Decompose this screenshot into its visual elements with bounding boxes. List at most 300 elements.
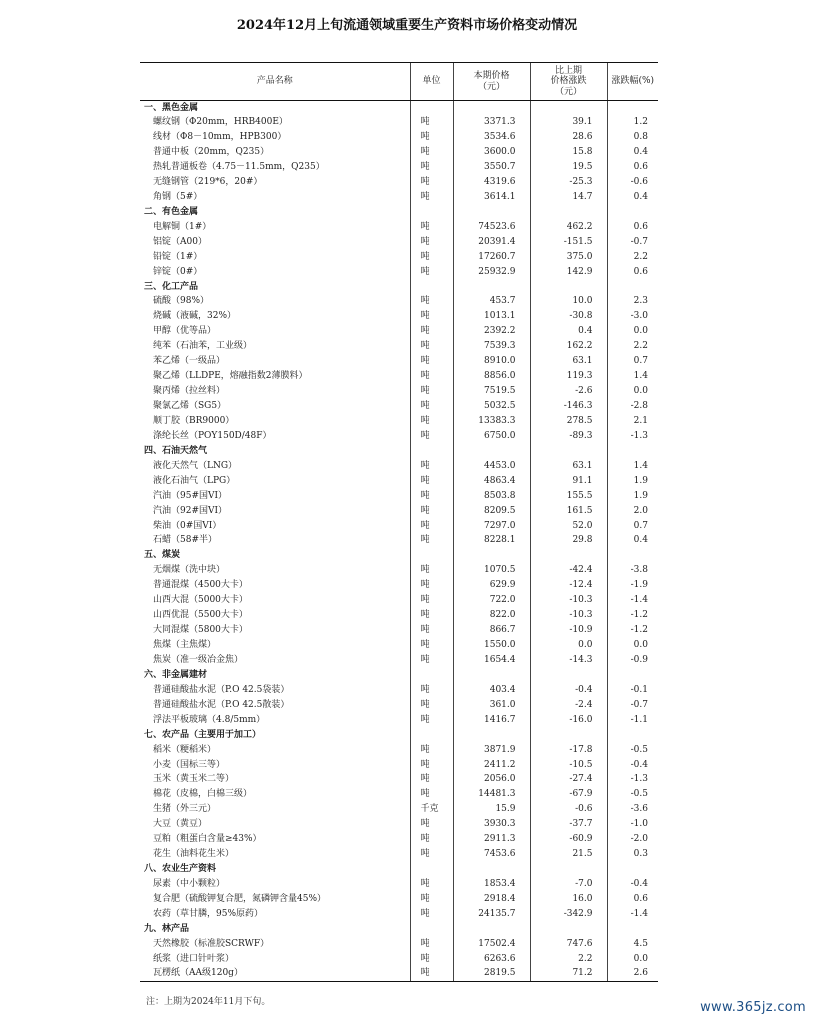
price-change: -37.7 [530, 818, 607, 833]
current-price: 4863.4 [453, 474, 530, 489]
unit-cell: 吨 [410, 340, 453, 355]
product-name: 铅锭（1#） [153, 251, 203, 262]
unit-cell: 吨 [410, 623, 453, 638]
category-label: 三、化工产品 [144, 281, 199, 292]
change-percent: 1.2 [607, 115, 658, 130]
unit-cell: 吨 [410, 698, 453, 713]
product-name: 锌锭（0#） [153, 266, 203, 277]
change-percent: 0.0 [607, 325, 658, 340]
unit-cell: 吨 [410, 399, 453, 414]
header-change-percent: 涨跌幅(%) [607, 63, 658, 101]
price-change: 52.0 [530, 519, 607, 534]
current-price: 3930.3 [453, 818, 530, 833]
table-row [140, 145, 658, 160]
current-price: 453.7 [453, 295, 530, 310]
current-price: 403.4 [453, 683, 530, 698]
table-row [140, 653, 658, 668]
price-change: -342.9 [530, 907, 607, 922]
category-row [140, 862, 658, 877]
table-row [140, 803, 658, 818]
change-percent: 0.6 [607, 220, 658, 235]
table-row [140, 340, 658, 355]
price-change: 0.4 [530, 325, 607, 340]
unit-cell: 吨 [410, 773, 453, 788]
product-name: 山西大混（5000大卡） [153, 595, 248, 606]
table-row [140, 698, 658, 713]
change-percent: -3.0 [607, 310, 658, 325]
current-price: 17502.4 [453, 937, 530, 952]
current-price: 3534.6 [453, 130, 530, 145]
category-empty-cell [607, 444, 658, 459]
change-percent: 1.9 [607, 489, 658, 504]
change-percent: -3.8 [607, 564, 658, 579]
category-label: 四、石油天然气 [144, 445, 208, 456]
category-empty-cell [410, 205, 453, 220]
current-price: 2392.2 [453, 325, 530, 340]
change-percent: -3.6 [607, 803, 658, 818]
category-empty-cell [410, 728, 453, 743]
price-change: -0.6 [530, 803, 607, 818]
price-change: 15.8 [530, 145, 607, 160]
category-label: 一、黑色金属 [144, 102, 199, 113]
current-price: 2819.5 [453, 967, 530, 982]
product-name: 普通混煤（4500大卡） [153, 580, 248, 591]
current-price: 2918.4 [453, 892, 530, 907]
current-price: 25932.9 [453, 265, 530, 280]
table-row [140, 937, 658, 952]
category-empty-cell [410, 280, 453, 295]
table-row [140, 160, 658, 175]
category-empty-cell [410, 101, 453, 116]
product-name: 焦炭（准一级冶金焦） [153, 654, 244, 665]
unit-cell: 吨 [410, 713, 453, 728]
table-row [140, 399, 658, 414]
header-unit: 单位 [410, 63, 453, 101]
table-row [140, 818, 658, 833]
product-name: 天然橡胶（标准胶SCRWF） [153, 938, 270, 949]
category-label: 九、林产品 [144, 923, 190, 934]
current-price: 1550.0 [453, 638, 530, 653]
current-price: 6750.0 [453, 429, 530, 444]
unit-cell: 吨 [410, 937, 453, 952]
table-row [140, 220, 658, 235]
price-change: 10.0 [530, 295, 607, 310]
unit-cell: 吨 [410, 175, 453, 190]
category-empty-cell [607, 280, 658, 295]
product-name: 液化石油气（LPG） [153, 475, 236, 486]
category-empty-cell [410, 668, 453, 683]
current-price: 1853.4 [453, 877, 530, 892]
current-price: 6263.6 [453, 952, 530, 967]
table-row [140, 459, 658, 474]
change-percent: 0.6 [607, 265, 658, 280]
change-percent: -0.7 [607, 235, 658, 250]
category-empty-cell [453, 280, 530, 295]
category-empty-cell [453, 205, 530, 220]
table-row [140, 638, 658, 653]
current-price: 8910.0 [453, 354, 530, 369]
category-empty-cell [607, 862, 658, 877]
unit-cell: 吨 [410, 743, 453, 758]
price-change: 375.0 [530, 250, 607, 265]
change-percent: 1.9 [607, 474, 658, 489]
change-percent: 0.0 [607, 638, 658, 653]
unit-cell: 吨 [410, 250, 453, 265]
change-percent: 0.3 [607, 847, 658, 862]
category-label: 八、农业生产资料 [144, 864, 217, 875]
change-percent: 2.0 [607, 504, 658, 519]
change-percent: -0.1 [607, 683, 658, 698]
unit-cell: 千克 [410, 803, 453, 818]
unit-cell: 吨 [410, 220, 453, 235]
current-price: 3614.1 [453, 190, 530, 205]
current-price: 24135.7 [453, 907, 530, 922]
unit-cell: 吨 [410, 235, 453, 250]
unit-cell: 吨 [410, 369, 453, 384]
product-name: 汽油（95#国VI） [153, 490, 228, 501]
price-change: -146.3 [530, 399, 607, 414]
product-name: 烧碱（液碱，32%） [153, 311, 237, 322]
current-price: 1013.1 [453, 310, 530, 325]
change-percent: -1.1 [607, 713, 658, 728]
category-row [140, 668, 658, 683]
table-row [140, 310, 658, 325]
table-row [140, 832, 658, 847]
product-name: 无烟煤（洗中块） [153, 565, 226, 576]
category-empty-cell [607, 205, 658, 220]
category-label: 二、有色金属 [144, 206, 199, 217]
category-empty-cell [453, 728, 530, 743]
unit-cell: 吨 [410, 130, 453, 145]
price-change: 14.7 [530, 190, 607, 205]
change-percent: 0.7 [607, 519, 658, 534]
category-empty-cell [607, 101, 658, 116]
price-change: 91.1 [530, 474, 607, 489]
table-row [140, 907, 658, 922]
table-row [140, 788, 658, 803]
price-change: -10.3 [530, 593, 607, 608]
current-price: 7519.5 [453, 384, 530, 399]
current-price: 4453.0 [453, 459, 530, 474]
price-change: 28.6 [530, 130, 607, 145]
current-price: 13383.3 [453, 414, 530, 429]
product-name: 花生（油料花生米） [153, 849, 235, 860]
product-name: 玉米（黄玉米二等） [153, 774, 235, 785]
price-change: 19.5 [530, 160, 607, 175]
product-name: 热轧普通板卷（4.75－11.5mm，Q235） [153, 162, 325, 172]
change-percent: 0.6 [607, 892, 658, 907]
change-percent: -2.8 [607, 399, 658, 414]
change-percent: 0.6 [607, 160, 658, 175]
unit-cell: 吨 [410, 564, 453, 579]
price-change: 119.3 [530, 369, 607, 384]
current-price: 1070.5 [453, 564, 530, 579]
category-empty-cell [530, 668, 607, 683]
table-row [140, 683, 658, 698]
table-row [140, 504, 658, 519]
table-row [140, 773, 658, 788]
category-row [140, 280, 658, 295]
category-empty-cell [530, 862, 607, 877]
change-percent: -0.9 [607, 653, 658, 668]
product-name: 角钢（5#） [153, 191, 203, 202]
price-change: -10.5 [530, 758, 607, 773]
category-empty-cell [410, 862, 453, 877]
current-price: 629.9 [453, 579, 530, 594]
table-row [140, 354, 658, 369]
table-row [140, 623, 658, 638]
product-name: 复合肥（硫酸钾复合肥，氮磷钾含量45%） [153, 893, 327, 904]
price-change: 16.0 [530, 892, 607, 907]
change-percent: 1.4 [607, 369, 658, 384]
product-name: 普通中板（20mm，Q235） [153, 147, 270, 158]
table-body [140, 101, 658, 982]
current-price: 8209.5 [453, 504, 530, 519]
unit-cell: 吨 [410, 414, 453, 429]
unit-cell: 吨 [410, 967, 453, 982]
unit-cell: 吨 [410, 429, 453, 444]
unit-cell: 吨 [410, 384, 453, 399]
price-change: 39.1 [530, 115, 607, 130]
change-percent: -1.4 [607, 907, 658, 922]
change-percent: 2.6 [607, 967, 658, 982]
product-name: 聚乙烯（LLDPE，熔融指数2薄膜料） [153, 371, 308, 382]
unit-cell: 吨 [410, 459, 453, 474]
unit-cell: 吨 [410, 892, 453, 907]
price-change: -14.3 [530, 653, 607, 668]
current-price: 3371.3 [453, 115, 530, 130]
unit-cell: 吨 [410, 265, 453, 280]
category-empty-cell [453, 101, 530, 116]
product-name: 农药（草甘膦，95%原药） [153, 908, 264, 919]
table-row [140, 265, 658, 280]
product-name: 甲醇（优等品） [153, 326, 217, 337]
change-percent: -2.0 [607, 832, 658, 847]
price-change: -10.9 [530, 623, 607, 638]
price-change: 155.5 [530, 489, 607, 504]
product-name: 石蜡（58#半） [153, 535, 217, 546]
category-empty-cell [453, 862, 530, 877]
current-price: 2911.3 [453, 832, 530, 847]
change-percent: 0.0 [607, 952, 658, 967]
price-change: -151.5 [530, 235, 607, 250]
current-price: 2411.2 [453, 758, 530, 773]
unit-cell: 吨 [410, 190, 453, 205]
unit-cell: 吨 [410, 115, 453, 130]
price-change: -0.4 [530, 683, 607, 698]
category-empty-cell [530, 728, 607, 743]
table-row [140, 743, 658, 758]
unit-cell: 吨 [410, 653, 453, 668]
table-row [140, 384, 658, 399]
change-percent: 4.5 [607, 937, 658, 952]
product-name: 纸浆（进口针叶浆） [153, 953, 235, 964]
header-price-change [530, 63, 607, 101]
product-name: 大同混煤（5800大卡） [153, 625, 248, 636]
unit-cell: 吨 [410, 474, 453, 489]
price-change: 63.1 [530, 459, 607, 474]
product-name: 稻米（粳稻米） [153, 744, 217, 755]
change-percent: 2.3 [607, 295, 658, 310]
category-row [140, 922, 658, 937]
table-row [140, 235, 658, 250]
category-empty-cell [530, 280, 607, 295]
category-label: 五、煤炭 [144, 550, 181, 561]
header-price-change-label: 比上期 价格涨跌 （元） [550, 65, 587, 97]
current-price: 7297.0 [453, 519, 530, 534]
unit-cell: 吨 [410, 310, 453, 325]
product-name: 柴油（0#国VI） [153, 520, 222, 531]
category-empty-cell [530, 205, 607, 220]
table-row [140, 295, 658, 310]
product-name: 聚丙烯（拉丝料） [153, 386, 226, 397]
table-row [140, 369, 658, 384]
table-row [140, 175, 658, 190]
category-empty-cell [453, 444, 530, 459]
price-change: -2.4 [530, 698, 607, 713]
footnote: 注：上期为2024年11月下旬。 [146, 997, 271, 1007]
price-change: 161.5 [530, 504, 607, 519]
header-product-name: 产品名称 [140, 63, 410, 101]
current-price: 866.7 [453, 623, 530, 638]
change-percent: -0.4 [607, 758, 658, 773]
product-name: 普通硅酸盐水泥（P.O 42.5袋装） [153, 684, 290, 695]
change-percent: -1.4 [607, 593, 658, 608]
table-row [140, 892, 658, 907]
table-row [140, 534, 658, 549]
unit-cell: 吨 [410, 519, 453, 534]
change-percent: -0.6 [607, 175, 658, 190]
product-name: 铝锭（A00） [153, 236, 207, 247]
price-change: 21.5 [530, 847, 607, 862]
product-name: 尿素（中小颗粒） [153, 879, 226, 889]
price-change: -42.4 [530, 564, 607, 579]
price-change: -17.8 [530, 743, 607, 758]
product-name: 普通硅酸盐水泥（P.O 42.5散装） [153, 699, 290, 710]
unit-cell: 吨 [410, 295, 453, 310]
unit-cell: 吨 [410, 608, 453, 623]
category-row [140, 101, 658, 116]
unit-cell: 吨 [410, 579, 453, 594]
table-row [140, 758, 658, 773]
product-name: 纯苯（石油苯，工业级） [153, 341, 253, 352]
table-row [140, 847, 658, 862]
unit-cell: 吨 [410, 952, 453, 967]
category-empty-cell [453, 922, 530, 937]
table-row [140, 474, 658, 489]
current-price: 20391.4 [453, 235, 530, 250]
change-percent: 2.1 [607, 414, 658, 429]
table-row [140, 250, 658, 265]
unit-cell: 吨 [410, 534, 453, 549]
price-change: 162.2 [530, 340, 607, 355]
price-change: 29.8 [530, 534, 607, 549]
current-price: 3600.0 [453, 145, 530, 160]
table-row [140, 593, 658, 608]
price-change: -2.6 [530, 384, 607, 399]
product-name: 硫酸（98%） [153, 296, 210, 307]
table-row [140, 952, 658, 967]
price-change: -7.0 [530, 877, 607, 892]
unit-cell: 吨 [410, 593, 453, 608]
change-percent: -1.3 [607, 773, 658, 788]
current-price: 17260.7 [453, 250, 530, 265]
category-row [140, 549, 658, 564]
unit-cell: 吨 [410, 160, 453, 175]
price-change: -25.3 [530, 175, 607, 190]
price-change: 462.2 [530, 220, 607, 235]
category-empty-cell [453, 549, 530, 564]
change-percent: -0.7 [607, 698, 658, 713]
price-change: -89.3 [530, 429, 607, 444]
unit-cell: 吨 [410, 758, 453, 773]
current-price: 7539.3 [453, 340, 530, 355]
table-row [140, 130, 658, 145]
price-change: 63.1 [530, 354, 607, 369]
change-percent: 2.2 [607, 340, 658, 355]
unit-cell: 吨 [410, 638, 453, 653]
current-price: 3871.9 [453, 743, 530, 758]
product-name: 无缝钢管（219*6，20#） [153, 176, 263, 187]
price-change: -60.9 [530, 832, 607, 847]
unit-cell: 吨 [410, 818, 453, 833]
product-name: 线材（Φ8－10mm，HPB300） [153, 132, 287, 143]
category-empty-cell [607, 668, 658, 683]
product-name: 大豆（黄豆） [153, 819, 208, 830]
category-row [140, 444, 658, 459]
product-name: 豆粕（粗蛋白含量≥43%） [153, 834, 262, 845]
price-change: -27.4 [530, 773, 607, 788]
change-percent: -1.3 [607, 429, 658, 444]
unit-cell: 吨 [410, 325, 453, 340]
category-empty-cell [607, 728, 658, 743]
price-change: -12.4 [530, 579, 607, 594]
price-change: 0.0 [530, 638, 607, 653]
unit-cell: 吨 [410, 877, 453, 892]
product-name: 山西优混（5500大卡） [153, 610, 248, 621]
price-change: 747.6 [530, 937, 607, 952]
product-name: 顺丁胶（BR9000） [153, 415, 235, 426]
table-row [140, 429, 658, 444]
header-current-price [453, 63, 530, 101]
unit-cell: 吨 [410, 788, 453, 803]
category-empty-cell [410, 549, 453, 564]
price-change: 142.9 [530, 265, 607, 280]
current-price: 5032.5 [453, 399, 530, 414]
change-percent: -0.5 [607, 743, 658, 758]
current-price: 74523.6 [453, 220, 530, 235]
unit-cell: 吨 [410, 354, 453, 369]
table-row [140, 608, 658, 623]
category-empty-cell [607, 549, 658, 564]
current-price: 3550.7 [453, 160, 530, 175]
table-row [140, 190, 658, 205]
price-change: -10.3 [530, 608, 607, 623]
unit-cell: 吨 [410, 907, 453, 922]
table-row [140, 564, 658, 579]
table-row [140, 967, 658, 982]
product-name: 涤纶长丝（POY150D/48F） [153, 430, 272, 441]
product-name: 浮法平板玻璃（4.8/5mm） [153, 714, 266, 725]
current-price: 15.9 [453, 803, 530, 818]
page-title: 2024年12月上旬流通领域重要生产资料市场价格变动情况 [236, 18, 578, 33]
table-row [140, 579, 658, 594]
table-row [140, 489, 658, 504]
change-percent: 1.4 [607, 459, 658, 474]
change-percent: -1.0 [607, 818, 658, 833]
product-name: 生猪（外三元） [153, 804, 217, 815]
table-header-row [140, 63, 658, 101]
